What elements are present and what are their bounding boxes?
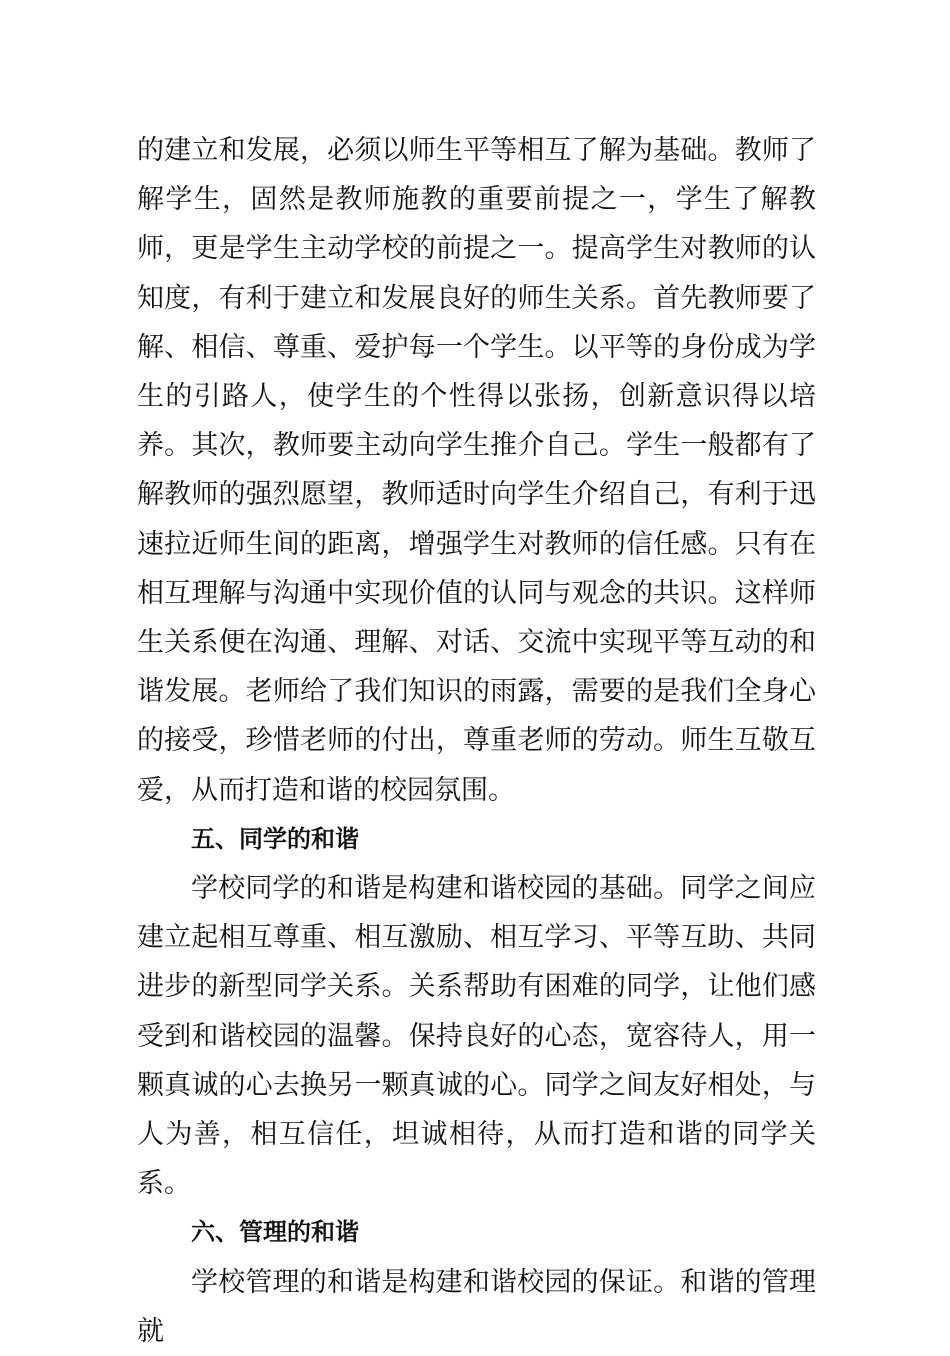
paragraph-teacher-student: 的建立和发展，必须以师生平等相互了解为基础。教师了解学生，固然是教师施教的重要前提之一，学生了解教师，更是学生主动学校的前提之一。提高学生对教师的认知度，有利于建立和发展良好的师生关系。首先教师要了解、相信、尊重、爱护每一个学生。以平等的身份成为学生的引路人，使学生的个性得以张扬，创新意识得以培养。其次，教师要主动向学生推介自己。学生一般都有了解教师的强烈愿望，教师适时向学生介绍自己，有利于迅速拉近师生间的距离，增强学生对教师的信任感。只有在相互理解与沟通中实现价值的认同与观念的共识。这样师生关系便在沟通、理解、对话、交流中实现平等互动的和谐发展。老师给了我们知识的雨露，需要的是我们全身心的接受，珍惜老师的付出，尊重老师的劳动。师生互敬互爱，从而打造和谐的校园氛围。 [137,135,816,806]
section-heading-classmates: 五、同学的和谐 [191,824,359,853]
document-body [137,126,816,1356]
paragraph-classmates: 学校同学的和谐是构建和谐校园的基础。同学之间应建立起相互尊重、相互激励、相互学习、平等互助、共同进步的新型同学关系。关系帮助有困难的同学，让他们感受到和谐校园的温馨。保持良好的心态，宽容待人，用一颗真诚的心去换另一颗真诚的心。同学之间友好相处，与人为善，相互信任，坦诚相待，从而打造和谐的同学关系。 [137,873,816,1200]
section-heading-management: 六、管理的和谐 [191,1218,359,1247]
paragraph-management: 学校管理的和谐是构建和谐校园的保证。和谐的管理就 [137,1266,816,1347]
